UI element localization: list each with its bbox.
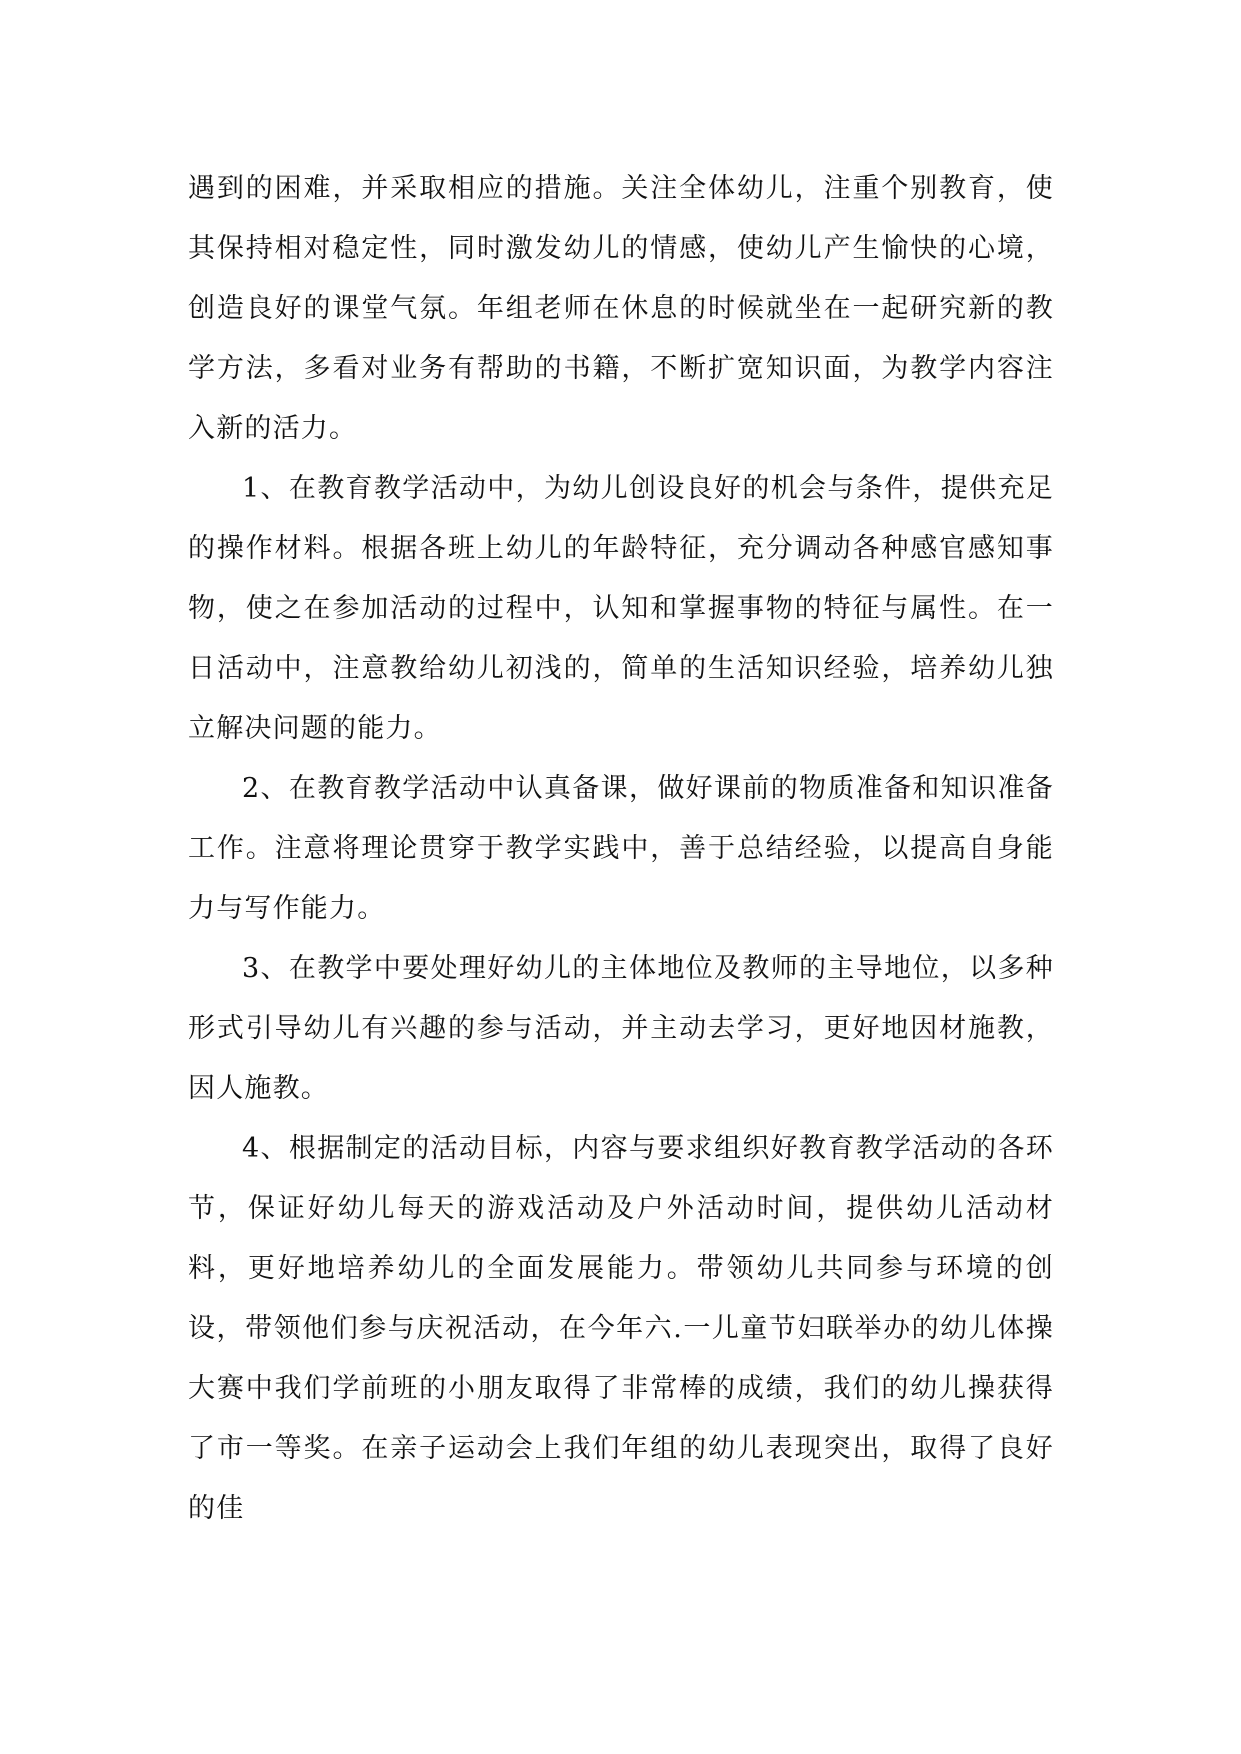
paragraph-item-2: 2、在教育教学活动中认真备课，做好课前的物质准备和知识准备工作。注意将理论贯穿于教学实践中，善于总结经验，以提高自身能力与写作能力。 xyxy=(188,773,1054,924)
paragraph-item-3: 3、在教学中要处理好幼儿的主体地位及教师的主导地位，以多种形式引导幼儿有兴趣的参与活动，并主动去学习，更好地因材施教，因人施教。 xyxy=(188,953,1054,1104)
paragraph-item-1: 1、在教育教学活动中，为幼儿创设良好的机会与条件，提供充足的操作材料。根据各班上幼儿的年龄特征，充分调动各种感官感知事物，使之在参加活动的过程中，认知和掌握事物的特征与属性。在一日活动中，注意教给幼儿初浅的，简单的生活知识经验，培养幼儿独立解决问题的能力。 xyxy=(188,473,1054,744)
paragraph-item-4: 4、根据制定的活动目标，内容与要求组织好教育教学活动的各环节，保证好幼儿每天的游戏活动及户外活动时间，提供幼儿活动材料，更好地培养幼儿的全面发展能力。带领幼儿共同参与环境的创设，带领他们参与庆祝活动，在今年六.一儿童节妇联举办的幼儿体操大赛中我们学前班的小朋友取得了非常棒的成绩，我们的幼儿操获得了市一等奖。在亲子运动会上我们年组的幼儿表现突出，取得了良好的佳 xyxy=(188,1133,1054,1524)
document-body xyxy=(188,159,1054,1539)
paragraph-continuation: 遇到的困难，并采取相应的措施。关注全体幼儿，注重个别教育，使其保持相对稳定性，同时激发幼儿的情感，使幼儿产生愉快的心境，创造良好的课堂气氛。年组老师在休息的时候就坐在一起研究新的教学方法，多看对业务有帮助的书籍，不断扩宽知识面，为教学内容注入新的活力。 xyxy=(188,173,1054,444)
